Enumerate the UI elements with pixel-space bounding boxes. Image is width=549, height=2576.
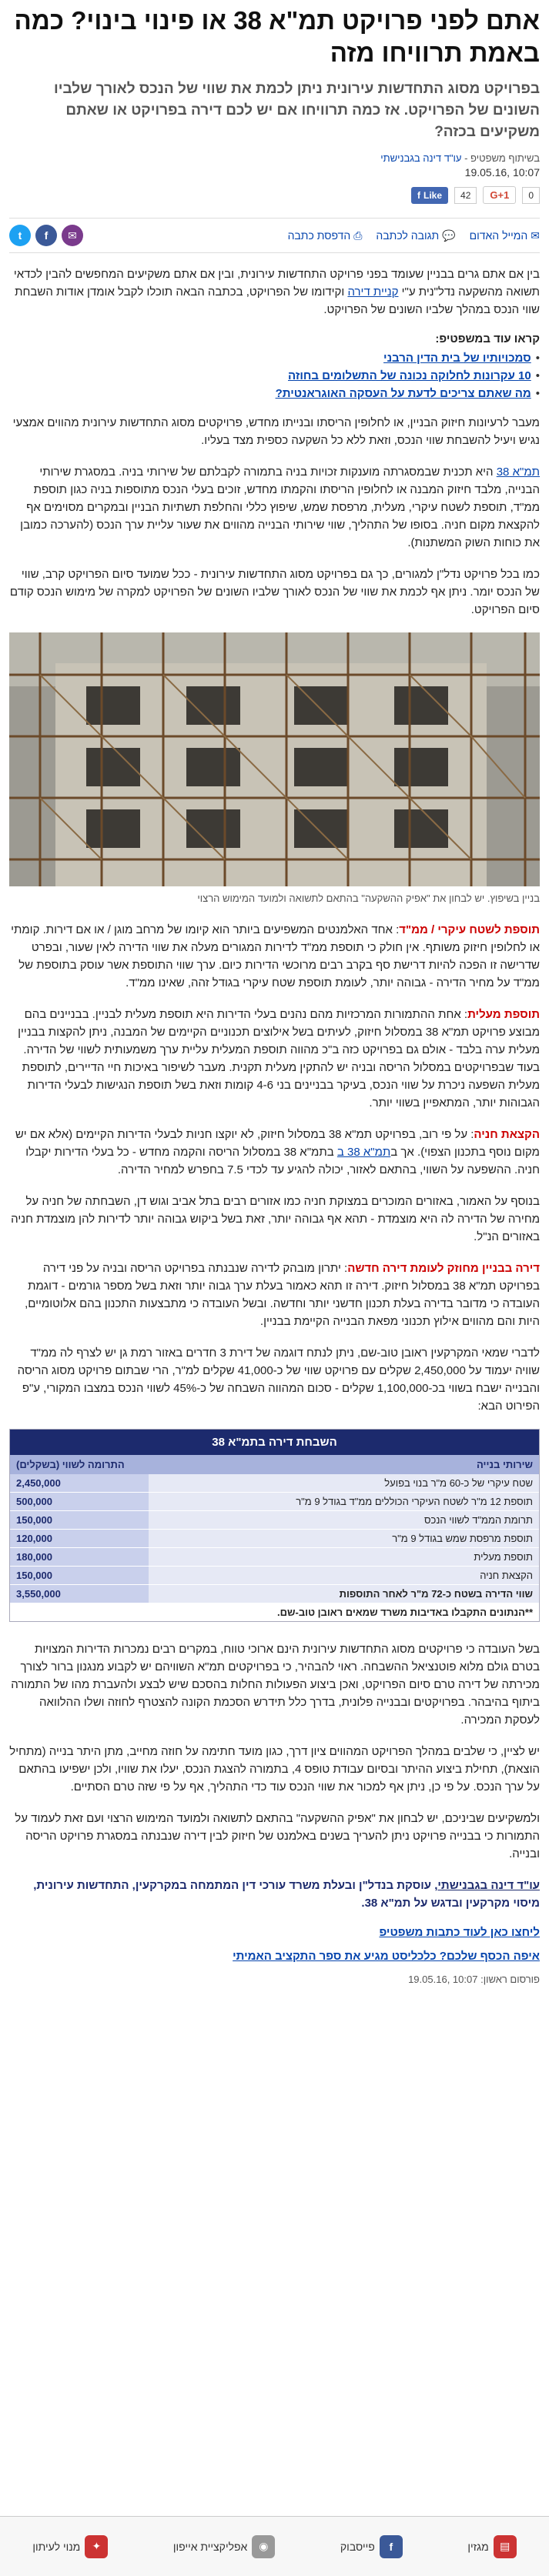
table-cell-desc: תוספת 12 מ"ר לשטח העיקרי הכוללים ממ"ד בגודל 9 מ"ר (149, 1493, 539, 1511)
article-lead: בפרויקט מסוג התחדשות עירונית ניתן לכמת את שווי של הנכס לאורך שלביו השונים של הפרויקט. אז כמה תרוויחו אם יש לכם דירה בפרויקט או שאתם משקיעים בכזה? (54, 81, 540, 140)
tama38b-link[interactable]: תמ"א 38 ב (336, 1146, 391, 1159)
table-cell-value: 180,000 (10, 1548, 149, 1567)
share-icons (9, 225, 83, 246)
table-row (10, 1511, 539, 1530)
facebook-like-button[interactable] (411, 187, 448, 204)
read-more-title: קראו עוד במשפטיפ: (435, 332, 540, 345)
table-title: השבחת דירה בתמ"א 38 (10, 1430, 539, 1455)
print-label: הדפסת כתבה (287, 229, 351, 242)
more-articles-link[interactable]: ליחצו כאן לעוד כתבות משפטיפ (379, 1926, 540, 1939)
read-more-item (9, 352, 540, 365)
intro-text-b: וקידומו של הפרויקט, בכתבה הבאה תוכלו לקבל אומדן אודות השבחת שווי הנכס במהלך שלביו השונים של הפרויקט. (15, 285, 540, 316)
reinforced-vs-new-label: דירה בבניין מחוזק לעומת דירה חדשה (347, 1262, 540, 1275)
read-more-link[interactable]: סמכויותיו של בית הדין הרבני (383, 352, 531, 365)
byline-author-link[interactable]: עו"ד דינה בגבנישתי (380, 152, 462, 164)
table-row (10, 1493, 539, 1511)
paragraph-9 (9, 1260, 540, 1330)
paragraph-3 (9, 463, 540, 552)
like-count: 42 (454, 187, 477, 204)
table-row (10, 1548, 539, 1567)
table-cell-value: 2,450,000 (10, 1474, 149, 1493)
table-cell-value: 150,000 (10, 1511, 149, 1530)
magazine-icon: ▤ (494, 2535, 517, 2558)
article-toolbar (9, 218, 540, 253)
elevator-label: תוספת מעלית (467, 1008, 540, 1021)
table-row (10, 1567, 539, 1585)
article-tools (288, 229, 540, 242)
comment-button[interactable] (376, 229, 455, 242)
p6-text: : אחת ההתמורות המרכזיות מהם נהנים בעלי הדירות היא תוספת מעלית לבניין. בבניינים בהם מבוצע פרויקט תמ"א 38 במסלול חיזוק, לעיתים בשל אילוצים תכנוניים הקיימים של המבנה, ניתן להקצות בבניין מעלית ערה בלבד - אולם גם בפרויקט כזה ב"כ מהווה תוספת המעלית עליית ערך משמעותית לשווי של הדירה. בעוד שבפרויקטים במסלול הריסה ובניה יש להתקין מעלית תקנית. מעבר לשיפור באיכות חיי הדיירים, לתוספת מעלית השפעה ניכרת על שווי הנכס, בעיקר בבניינים בני 4-6 קומות וזאת בשל תוספת הנגישות לבעלי הדירות הגבוהות יותר, המתאפיין בשווי יותר. (18, 1008, 540, 1109)
published-label: פורסום ראשון: (480, 1974, 540, 1985)
table-cell-value: 3,550,000 (10, 1585, 149, 1603)
apple-icon: ◉ (252, 2535, 275, 2558)
gift-icon: ✦ (85, 2535, 108, 2558)
magazine-label: מגזין (467, 2540, 489, 2553)
facebook-label: פייסבוק (340, 2540, 375, 2553)
photo-caption: בניין בשיפוץ. יש לבחון את "אפיק ההשקעה" בהתאם לתשואה ולמועד המימוש הרצוי (197, 893, 540, 904)
table-total-row (10, 1585, 539, 1603)
read-more-list (9, 352, 540, 400)
twitter-icon[interactable]: t (9, 225, 31, 246)
author-bio (9, 1877, 540, 1912)
first-published (9, 1974, 540, 1985)
print-icon: ⎙ (353, 229, 363, 242)
paragraph-11: בשל העובדה כי פרויקטים מסוג התחדשות עירונית הינם ארוכי טווח, במקרים רבים נמכרות הדירות המצויות בטרם גולם מלוא פוטנציאל ההשבחה. ראוי להבהיר, כי בפרויקטים תמ"א השוויהם יש לקבוע מנגנון ברור לצורך מכירתה של דירה טרם סיום הפרויקט, ואכן ביצוע הפעולות החלות בהסכם שיש לבצע ולהעברת מהו של התמורה ביתוף בהיבהר. בפרויקטים ובבנייה פלונית, בדרך כלל תידרש הסכמת הקונה להצטרף לחוזה ושלו ההלוואה לעסקת המכירה. (11, 1643, 540, 1727)
author-name: עו"ד דינה בגבנישתי (437, 1879, 540, 1892)
p9-text: : יתרון מובהק לדירה שנבנתה בפרויקט הריסה ובניה על פני דירה בפרויקט תמ"א 38 במסלול חיזוק. דירה זו תהא כאמור בעלת ערך גבוה יותר וזאת בשל מספר גורמים - דוגמת העובדה כי מדובר בדירה בעלת תכנון חדשני יותר וחדשה. ובשל העובדה כי מתבצעות התכנון בהם אלוטומיים, היות והם מהווים אילוץ תכנוני מפאת הבנייה הקיימת בבניין. (25, 1262, 540, 1328)
table-row (10, 1530, 539, 1548)
footer-links (9, 1926, 540, 1963)
table-cell-value: 500,000 (10, 1493, 149, 1511)
table-row (10, 1474, 539, 1493)
parking-label: הקצאת חניה (474, 1128, 540, 1141)
email-share-icon[interactable]: ✉ (62, 225, 83, 246)
table-cell-desc: תרומת הממ"ד לשווי הנכס (149, 1511, 539, 1530)
budget-book-link[interactable]: איפה הכסף שלכם? כלכליסט מגיע את ספר התקציב האמיתי (233, 1950, 540, 1963)
paragraph-intro (9, 265, 540, 319)
paragraph-7 (9, 1126, 540, 1179)
table-header-row (10, 1455, 539, 1474)
building-photo (9, 632, 540, 886)
red-mail-label: המייל האדום (469, 229, 528, 242)
facebook-share-icon[interactable]: f (35, 225, 57, 246)
table-cell-desc: תוספת מרפסת שמש בגודל 9 מ"ר (149, 1530, 539, 1548)
building-scaffold-image (9, 632, 540, 886)
table-note: **הנתונים התקבלו באדיבות משרד שמאים ראובן טוב-שם. (277, 1607, 533, 1618)
p5-text: : אחד האלמנטים המשפיעים ביותר הוא קיומו של מרחב מוגן / או אם דירות. קומתי או לחלופין חיזוק משותף. אין חולק כי תוספת ממ"ד לדירות המגורים מעלה את שווי הדירה לאין שעור, ובפרט שדרישה זו הפכה להיות דרישת סף בקרב רבים מרוכשי הדירות כיום. ערך שווי התוספת אשר עוסק בתוספת של ממ"ד על מחיר הדירה - גבוהה יותר, לעומת תוספת שטח עיקרי בגודל זהה, שאינו ממ"ד. (11, 923, 540, 989)
article-title: אתם לפני פרויקט תמ"א 38 או פינוי בינוי? כמה באמת תרוויחו מזה (14, 6, 540, 67)
table-cell-desc: תוספת מעלית (149, 1548, 539, 1567)
table-header-services: שירותי בנייה (149, 1455, 539, 1474)
article-date: 10:07 ,19.05.16 (464, 166, 540, 179)
read-more-item (9, 369, 540, 382)
gplus-count: 0 (522, 187, 540, 204)
facebook-icon: f (380, 2535, 403, 2558)
table-cell-value: 120,000 (10, 1530, 149, 1548)
bottom-navigation (0, 2516, 549, 2576)
print-button[interactable] (288, 229, 363, 242)
paragraph-13: ולמשקיעים שביניכם, יש לבחון את "אפיק ההשקעה" בהתאם לתשואה ולמועד המימוש הרצוי ועם זאת לעמוד על התמורות כי בבנייה פרויקט ניתן להעריך בשנים באלמנט של חיזוק לבין דירה שנבנתה במסגרת פרויקט הריסה ובנייה. (15, 1812, 540, 1860)
intro-text-a: בין אם אתם גרים בבניין שעומד בפני פרויקט התחדשות עירונית, ובין אם אתם משקיעים המחפשים להבין לכדאי תשואה מהשקעה נדל"נית ע"י (13, 268, 540, 299)
table-grid (10, 1455, 539, 1603)
paragraph-10: לדברי שמאי המקרקעין ראובן טוב-שם, ניתן לנתח דוגמה של דירת 3 חדרים באזור רמת גן יש לצרף לה ממ"ד שוויה יעמוד על 2,450,000 שקלים עם פרויקט שווי של כ-41,000 שקלים למ"ר, הרי שבתום פרויקט מסוג הריסה והבנייה ישבח בשווי בכ-1,100,000 שקלים - סכום המהווה השבחה של כ-45% לשווי הנכס במצבו המקורי, ע"פ הפירוט הבא: (17, 1346, 540, 1413)
iphone-app-item[interactable] (173, 2535, 275, 2558)
p7-text-b: בתמ"א 38 במסלול הריסה והקמה מחדש - כל בעלי הדירות יקבלו חניה. ההשפעה על השווי, בהתאם לאזור, יכולה להגיע עד לכדי 7.5 בחפרש למחיר הדירה. (25, 1146, 540, 1176)
tama38-link[interactable]: תמ"א 38 (496, 465, 540, 479)
subscription-item[interactable] (32, 2535, 108, 2558)
star-icon: ✉ (531, 229, 540, 242)
read-more-link[interactable]: 10 עקרונות לחלוקה נכונה של התשלומים בחוזה (288, 369, 531, 382)
paragraph-6 (9, 1006, 540, 1112)
main-area-label: תוספת לשטח עיקרי / ממ"ד (399, 923, 540, 936)
table-cell-value: 150,000 (10, 1567, 149, 1585)
table-cell-desc: שטח עיקרי של כ-60 מ"ר בנוי בפועל (149, 1474, 539, 1493)
read-more-item (9, 387, 540, 400)
paragraph-8: בנוסף על האמור, באזורים המוכרים במצוקת חניה כמו אזורים רבים בתל אביב וגוש דן, השבחתה של חניה על מחירה של הדירה לה היא מוצמדת - תהא אף גבוהה יותר, זאת בשל ביקוש גבוהה יותר לדירות להן מוצמדת חניה באזורים הנ"ל. (11, 1195, 540, 1243)
paragraph-2: מעבר לרעיונות חיזוק הבניין, או לחלופין הריסתו ובנייתו מחדש, פרויקטים מסוג התחדשות עירונית מהווים אמצעי נגיש ויעיל להשבחת שווי הנכס, וזאת ללא כל השקעה כספית מצד בעליו. (12, 416, 540, 447)
paragraph-5 (9, 921, 540, 992)
table-cell-desc: שווי הדירה בשטח כ-72 מ"ר לאחר התוספות (149, 1585, 539, 1603)
facebook-icon: f (417, 189, 420, 201)
magazine-item[interactable] (467, 2535, 516, 2558)
iphone-app-label: אפליקציית אייפון (172, 2540, 248, 2553)
red-mail-button[interactable] (470, 229, 540, 242)
like-label: Like (423, 189, 443, 201)
p7-text-a: : על פי רוב, בפרויקט תמ"א 38 במסלול חיזוק, לא יוקצו חניות לבעלי הדירות הקיימים (אלא אם יש מקום נוסף בתכנון הצפוי). אך ב (15, 1128, 540, 1159)
gplus-button[interactable]: G+1 (483, 186, 516, 204)
read-more-box (9, 332, 540, 400)
read-more-link[interactable]: מה שאתם צריכים לדעת על העסקה האוגראנטית? (275, 387, 531, 400)
buy-apartment-link[interactable]: קניית דירה (347, 285, 399, 299)
byline-prefix: בשיתוף משפטיפ - (464, 152, 540, 164)
appreciation-table (9, 1429, 540, 1622)
byline (9, 151, 540, 166)
table-cell-desc: הקצאת חניה (149, 1567, 539, 1585)
published-date: 10:07 ,19.05.16 (408, 1974, 478, 1985)
author-description: , עוסקת בנדל"ן ובעלת משרד עורכי דין המתמחה במקרקעין, התחדשות עירונית, מיסוי מקרקעין ובדגש על תמ"א 38. (33, 1879, 540, 1910)
table-header-value: התרומה לשווי (בשקלים) (10, 1455, 149, 1474)
comment-icon: 💬 (442, 229, 456, 242)
paragraph-4: כמו בכל פרויקט נדל"ן למגורים, כך גם בפרויקט מסוג התחדשות עירונית - ככל שמועד סיום הפרויקט קרב, שווי של הנכס יומר. ניתן אף לכמת את שווי של הנכס לאורך שלביו השונים של הפרויקט למקרה של מימוש הנכס קודם סיום הפרויקט. (9, 568, 540, 616)
subscription-label: מנוי לעיתון (32, 2540, 81, 2553)
p3-text: היא תכנית שבמסגרתה מוענקות זכויות בניה בתמורה לקבלתם של שירותי בניה. במסגרת שירותי הבנייה, מלבד חיזוק המבנה או לחלופין הריסתו והקמתו מחדש, זוכים בעלי הנכס מתוספות בניה כגון תוספת ממ"ד, תוספת לשטח עיקרי, מעלית, מרפסת שמש, שיפוץ כללי והחלפת תשתיות הבניין ובמקרים מסוימים אף להקצאת מקום חניה. בסופו של התהליך, שווי שירותי הבנייה מהווים את שעור עליית ערך הנכס (להערכה כמובן את כוחות השוק המשתנות). (20, 465, 540, 549)
comment-label: תגובה לכתבה (376, 229, 440, 242)
paragraph-12: יש לציין, כי שלבים במהלך הפרויקט המהווים ציון דרך, כגון מועד חתימה על חוזה מחייב, מתן היתר בנייה (מתחיל הוצאת), תחילת ביצוע ההיתר ובסיום עבודת טופס 4, בתמורה להצגת הנכס, יעלו את שוויו, ולכן ישפיעו בהתאם על ערך הנכס. על פי כן, ניתן אף למכור את שווי הנכס עוד כדי התהליך, אף על פי שזה טרם הסתיים. (9, 1745, 540, 1794)
facebook-item[interactable] (340, 2535, 403, 2558)
social-buttons (9, 186, 540, 204)
